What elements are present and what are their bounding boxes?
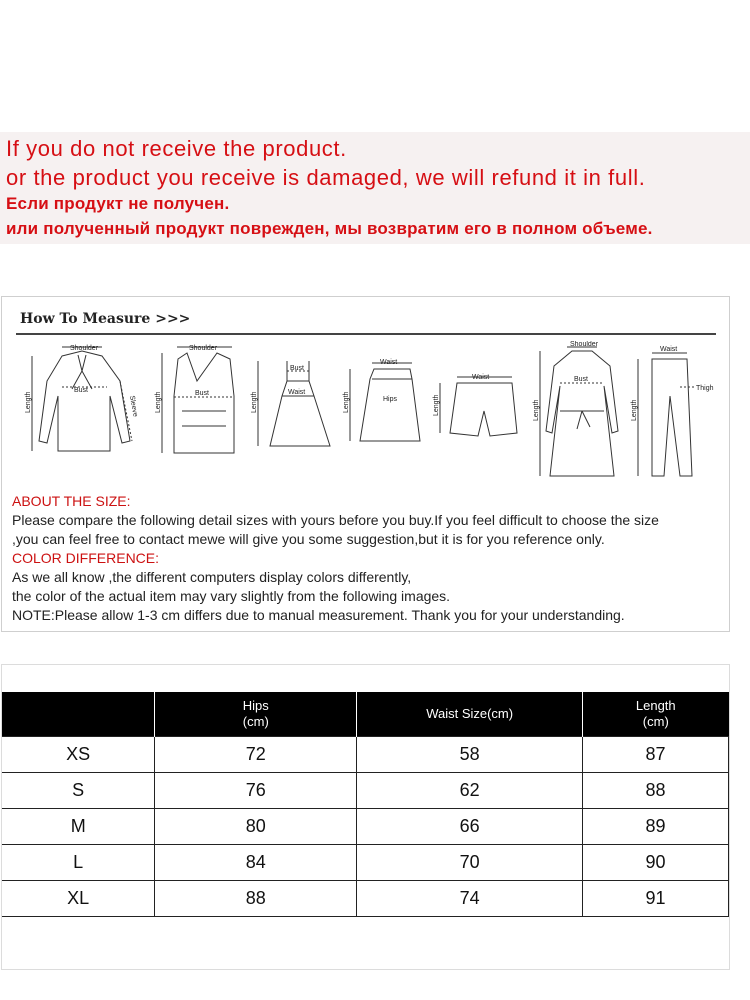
strap-dress-diagram-icon — [251, 361, 330, 446]
title-divider — [16, 333, 716, 335]
tank-top-diagram-icon — [155, 345, 234, 453]
banner-line-4: или полученный продукт поврежден, мы возвратим его в полном объеме. — [6, 219, 653, 238]
waist-column-header: Waist Size(cm) — [357, 692, 583, 737]
size-cell: XS — [2, 737, 155, 773]
hips-cell: 72 — [155, 737, 357, 773]
how-to-measure-title: How To Measure >>> — [20, 311, 191, 327]
svg-text:Length: Length — [533, 399, 540, 421]
banner-line-1: If you do not receive the product. — [6, 136, 347, 161]
size-chart-panel — [1, 664, 730, 970]
garment-diagrams — [12, 341, 722, 491]
svg-text:Sleeve: Sleeve — [128, 395, 139, 418]
svg-text:Shoulder: Shoulder — [70, 345, 99, 352]
size-notes — [12, 492, 724, 625]
color-difference-heading: COLOR DIFFERENCE: — [12, 550, 160, 566]
waist-cell: 58 — [357, 737, 583, 773]
trousers-diagram-icon — [631, 346, 714, 476]
hips-cell: 88 — [155, 881, 357, 917]
length-cell: 91 — [583, 881, 729, 917]
banner-line-2: or the product you receive is damaged, we will refund it in full. — [6, 165, 646, 190]
svg-text:Length: Length — [155, 391, 162, 413]
svg-text:Bust: Bust — [290, 365, 305, 372]
svg-text:Length: Length — [343, 391, 350, 413]
trench-coat-diagram-icon — [533, 341, 618, 476]
about-size-line-2: ,you can feel free to contact mewe will give you some suggestion,but it is for you reference only. — [12, 531, 605, 547]
svg-text:Bust: Bust — [74, 387, 89, 394]
svg-text:Shoulder: Shoulder — [189, 345, 218, 352]
svg-text:Length: Length — [251, 391, 258, 413]
shorts-diagram-icon — [433, 374, 517, 436]
waist-cell: 70 — [357, 845, 583, 881]
hips-cell: 80 — [155, 809, 357, 845]
about-size-line-1: Please compare the following detail sizes with yours before you buy.If you feel difficult to choose the size — [12, 512, 659, 528]
table-row — [2, 881, 729, 917]
length-column-header: Length (cm) — [583, 692, 729, 737]
svg-text:Length: Length — [25, 391, 32, 413]
how-to-measure-panel — [1, 296, 730, 632]
blouse-diagram-icon — [25, 345, 139, 451]
length-cell: 89 — [583, 809, 729, 845]
hips-cell: 84 — [155, 845, 357, 881]
color-difference-line-1: As we all know ,the different computers display colors differently, — [12, 569, 412, 585]
color-difference-line-2: the color of the actual item may vary slightly from the following images. — [12, 588, 451, 604]
svg-text:Length: Length — [433, 394, 440, 416]
about-size-heading: ABOUT THE SIZE: — [12, 493, 131, 509]
hips-cell: 76 — [155, 773, 357, 809]
svg-text:Hips: Hips — [383, 396, 398, 403]
table-row — [2, 737, 729, 773]
table-row — [2, 773, 729, 809]
svg-text:Length: Length — [631, 399, 638, 421]
size-column-header — [2, 692, 155, 737]
banner-line-3: Если продукт не получен. — [6, 194, 230, 213]
size-cell: M — [2, 809, 155, 845]
svg-text:Thigh: Thigh — [696, 385, 714, 392]
svg-text:Waist: Waist — [288, 389, 306, 396]
size-cell: S — [2, 773, 155, 809]
size-chart-table — [2, 692, 729, 917]
svg-text:Waist: Waist — [380, 359, 398, 366]
measurement-note: NOTE:Please allow 1-3 cm differs due to manual measurement. Thank you for your understanding. — [12, 607, 625, 623]
svg-text:Shoulder: Shoulder — [570, 341, 599, 348]
waist-cell: 66 — [357, 809, 583, 845]
length-cell: 87 — [583, 737, 729, 773]
table-header-row — [2, 692, 729, 737]
svg-text:Bust: Bust — [195, 390, 210, 397]
svg-text:Bust: Bust — [574, 376, 589, 383]
waist-cell: 62 — [357, 773, 583, 809]
refund-banner — [0, 132, 750, 244]
size-cell: XL — [2, 881, 155, 917]
length-cell: 90 — [583, 845, 729, 881]
length-cell: 88 — [583, 773, 729, 809]
waist-cell: 74 — [357, 881, 583, 917]
table-row — [2, 809, 729, 845]
table-row — [2, 845, 729, 881]
hips-column-header: Hips (cm) — [155, 692, 357, 737]
svg-text:Waist: Waist — [472, 374, 490, 381]
size-cell: L — [2, 845, 155, 881]
skirt-diagram-icon — [343, 359, 420, 441]
svg-text:Waist: Waist — [660, 346, 678, 353]
